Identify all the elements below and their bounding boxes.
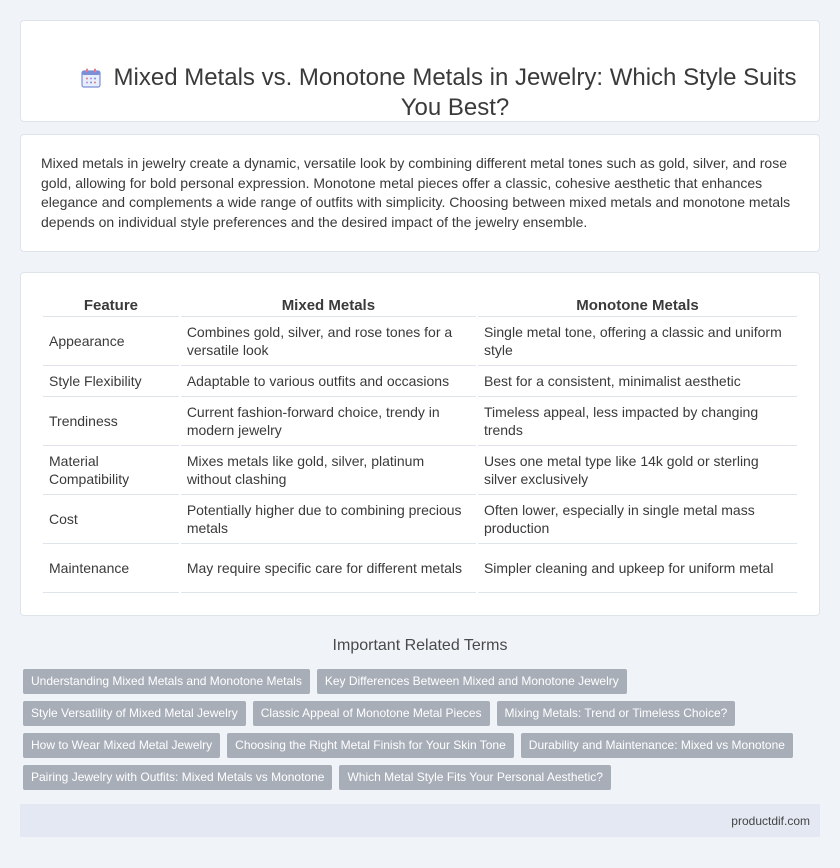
tag-row [23,669,813,701]
tag-row [23,733,813,765]
mixed-cell: Mixes metals like gold, silver, platinum without clashing [181,446,476,495]
table-row [43,366,797,397]
monotone-cell: Uses one metal type like 14k gold or sterling silver exclusively [478,446,797,495]
comparison-table-card [20,272,820,616]
calendar-icon [81,68,101,88]
related-term-tag[interactable]: Pairing Jewelry with Outfits: Mixed Metals vs Monotone [23,765,332,790]
mixed-cell: Potentially higher due to combining precious metals [181,495,476,544]
comparison-table [41,297,799,593]
column-header-monotone: Monotone Metals [478,297,797,317]
related-term-tag[interactable]: How to Wear Mixed Metal Jewelry [23,733,220,758]
monotone-cell: Simpler cleaning and upkeep for uniform metal [478,544,797,593]
mixed-cell: Combines gold, silver, and rose tones for a versatile look [181,317,476,366]
related-term-tag[interactable]: Style Versatility of Mixed Metal Jewelry [23,701,246,726]
mixed-cell: Current fashion-forward choice, trendy in modern jewelry [181,397,476,446]
related-term-tag[interactable]: Durability and Maintenance: Mixed vs Monotone [521,733,793,758]
summary-card [20,134,820,252]
tag-row [23,701,813,733]
table-row [43,495,797,544]
feature-cell: Style Flexibility [43,366,179,397]
feature-cell: Material Compatibility [43,446,179,495]
column-header-mixed: Mixed Metals [181,297,476,317]
monotone-cell: Timeless appeal, less impacted by changing trends [478,397,797,446]
related-term-tag[interactable]: Understanding Mixed Metals and Monotone Metals [23,669,310,694]
title-card [20,20,820,122]
related-term-tag[interactable]: Choosing the Right Metal Finish for Your Skin Tone [227,733,514,758]
table-row [43,397,797,446]
related-terms-heading: Important Related Terms [332,637,508,654]
related-term-tag[interactable]: Key Differences Between Mixed and Monotone Jewelry [317,669,627,694]
related-term-tag[interactable]: Classic Appeal of Monotone Metal Pieces [253,701,490,726]
mixed-cell: May require specific care for different metals [181,544,476,593]
feature-cell: Trendiness [43,397,179,446]
footer [20,804,820,837]
table-header-row [43,297,797,317]
monotone-cell: Often lower, especially in single metal mass production [478,495,797,544]
column-header-feature: Feature [43,297,179,317]
summary-text: Mixed metals in jewelry create a dynamic, versatile look by combining different metal tones such as gold, silver, and rose gold, allowing for bold personal expression. Monotone metal pieces offer a classic, cohesive aesthetic that enhances elegance and complements a wide range of outfits with simplicity. Choosing between mixed metals and monotone metals depends on individual style preferences and the desired impact of the jewelry ensemble. [41,155,791,230]
related-term-tag[interactable]: Which Metal Style Fits Your Personal Aesthetic? [339,765,610,790]
related-terms-list [23,669,813,797]
monotone-cell: Best for a consistent, minimalist aesthetic [478,366,797,397]
table-row [43,317,797,366]
table-row [43,446,797,495]
tag-row [23,765,813,797]
mixed-cell: Adaptable to various outfits and occasions [181,366,476,397]
page-title: Mixed Metals vs. Monotone Metals in Jewelry: Which Style Suits You Best? [113,64,797,121]
feature-cell: Maintenance [43,544,179,593]
footer-site-link[interactable]: productdif.com [731,814,810,828]
related-term-tag[interactable]: Mixing Metals: Trend or Timeless Choice? [497,701,736,726]
feature-cell: Cost [43,495,179,544]
feature-cell: Appearance [43,317,179,366]
monotone-cell: Single metal tone, offering a classic and uniform style [478,317,797,366]
table-row [43,544,797,593]
